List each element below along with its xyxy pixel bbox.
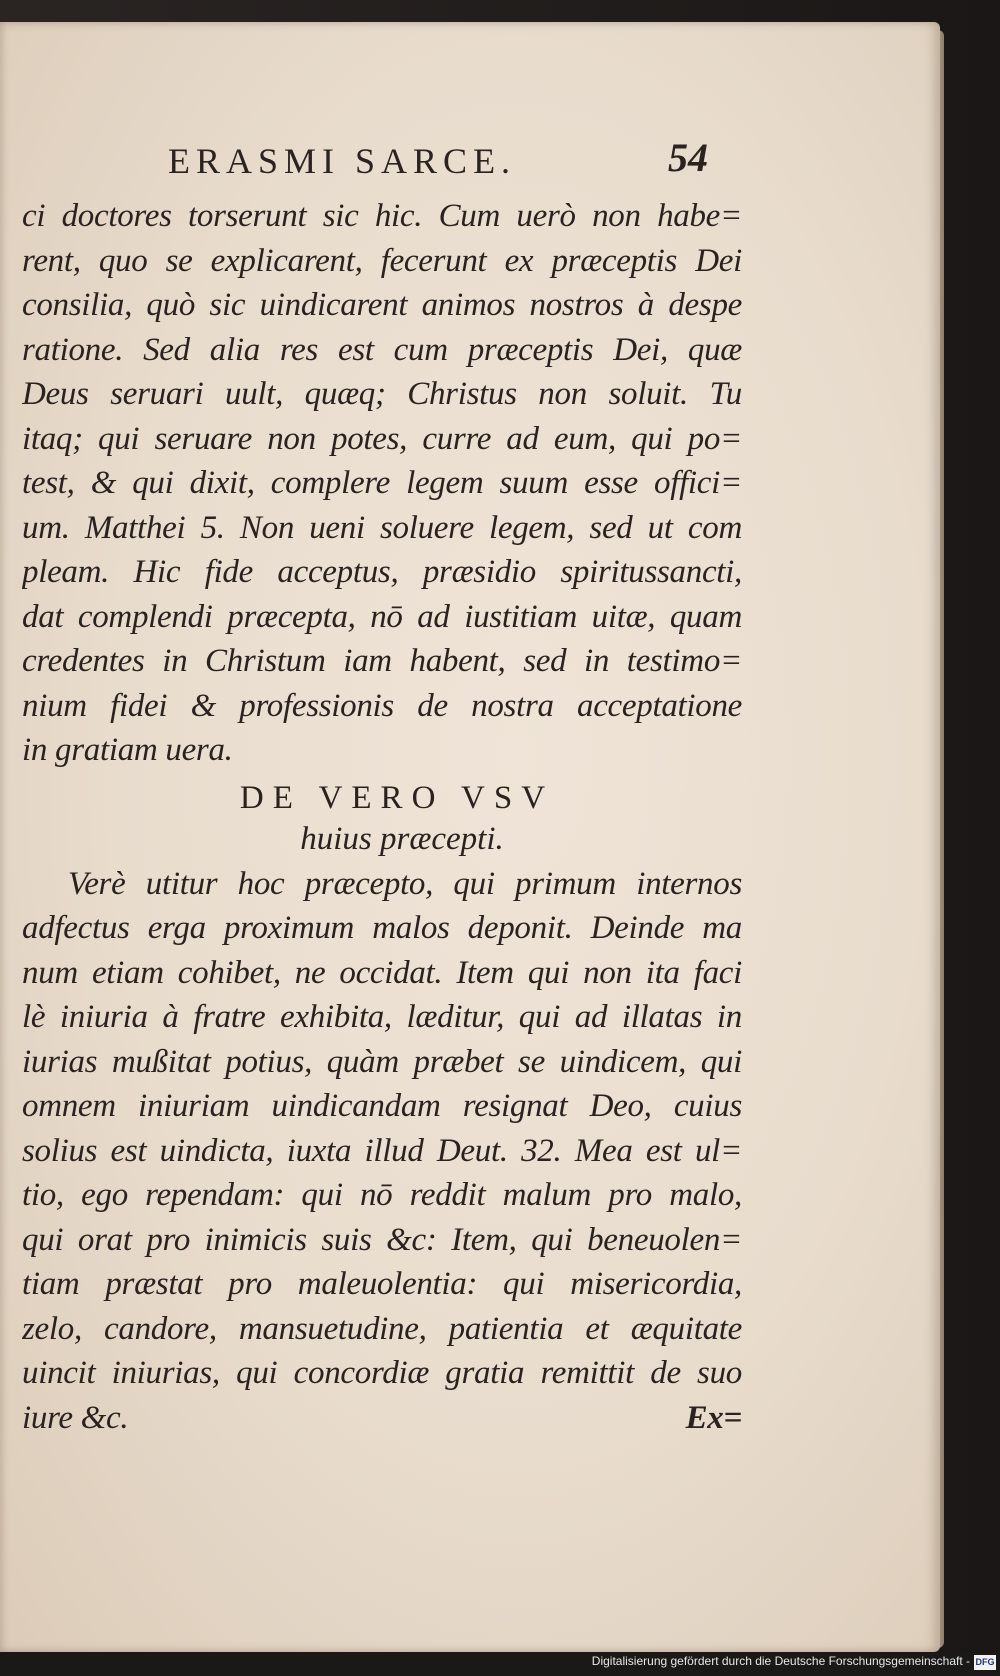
section-line: tio, ego rependam: qui nō reddit malum pro malo,: [22, 1177, 742, 1213]
body-line: credentes in Christum iam habent, sed in testimo=: [22, 643, 742, 679]
body-line: pleam. Hic fide acceptus, præsidio spiritussancti,: [22, 554, 742, 590]
catchword: Ex=: [685, 1399, 742, 1436]
body-line: ratione. Sed alia res est cum præceptis Dei, quæ: [22, 331, 742, 368]
section-line: uincit iniurias, qui concordiæ gratia remittit de suo: [22, 1355, 742, 1391]
section-line: iurias mußitat potius, quàm præbet se uindicem, qui: [22, 1043, 742, 1080]
section-line: num etiam cohibet, ne occidat. Item qui non ita faci: [22, 954, 742, 991]
dfg-logo-icon: DFG: [974, 1655, 996, 1670]
body-line: consilia, quò sic uindicarent animos nostros à despe: [22, 287, 742, 323]
page-header: [0, 135, 940, 190]
body-line: rent, quo se explicarent, fecerunt ex præceptis Dei: [22, 242, 742, 279]
section-heading: DE VERO VSV: [239, 779, 555, 816]
final-line: iure &c.: [22, 1399, 129, 1436]
book-page: [0, 22, 940, 1652]
body-line: Deus seruari uult, quæq; Christus non soluit. Tu: [22, 376, 742, 412]
running-head: ERASMI SARCE.: [168, 141, 517, 181]
page-number: 54: [668, 135, 708, 180]
body-line: test, & qui dixit, complere legem suum esse offici=: [22, 465, 742, 501]
funding-credit: Digitalisierung gefördert durch die Deutsche Forschungsgemeinschaft -: [591, 1654, 970, 1668]
body-line: in gratiam uera.: [22, 732, 233, 768]
section-line: solius est uindicta, iuxta illud Deut. 32. Mea est ul=: [22, 1132, 742, 1169]
section-line: Verè utitur hoc præcepto, qui primum internos: [68, 865, 742, 902]
body-line: dat complendi præcepta, nō ad iustitiam uitæ, quam: [22, 598, 742, 635]
section-line: adfectus erga proximum malos deponit. Deinde ma: [22, 910, 742, 946]
section-line: tiam præstat pro maleuolentia: qui misericordia,: [22, 1266, 742, 1302]
footer-bar: [0, 1652, 1000, 1676]
section-line: omnem iniuriam uindicandam resignat Deo, cuius: [22, 1088, 742, 1124]
section-subheading: huius præcepti.: [300, 821, 504, 857]
section-line: lè iniuria à fratre exhibita, læditur, qui ad illatas in: [22, 999, 742, 1035]
final-row: [22, 1396, 742, 1441]
section-line: zelo, candore, mansuetudine, patientia et æquitate: [22, 1310, 742, 1347]
body-line: um. Matthei 5. Non ueni soluere legem, sed ut com: [22, 509, 742, 546]
body-line: ci doctores torserunt sic hic. Cum uerò non habe=: [22, 198, 742, 234]
text-block: [22, 194, 742, 1440]
body-line: itaq; qui seruare non potes, curre ad eum, qui po=: [22, 420, 742, 457]
body-line: nium fidei & professionis de nostra acceptatione: [22, 687, 742, 724]
section-line: qui orat pro inimicis suis &c: Item, qui beneuolen=: [22, 1221, 742, 1258]
